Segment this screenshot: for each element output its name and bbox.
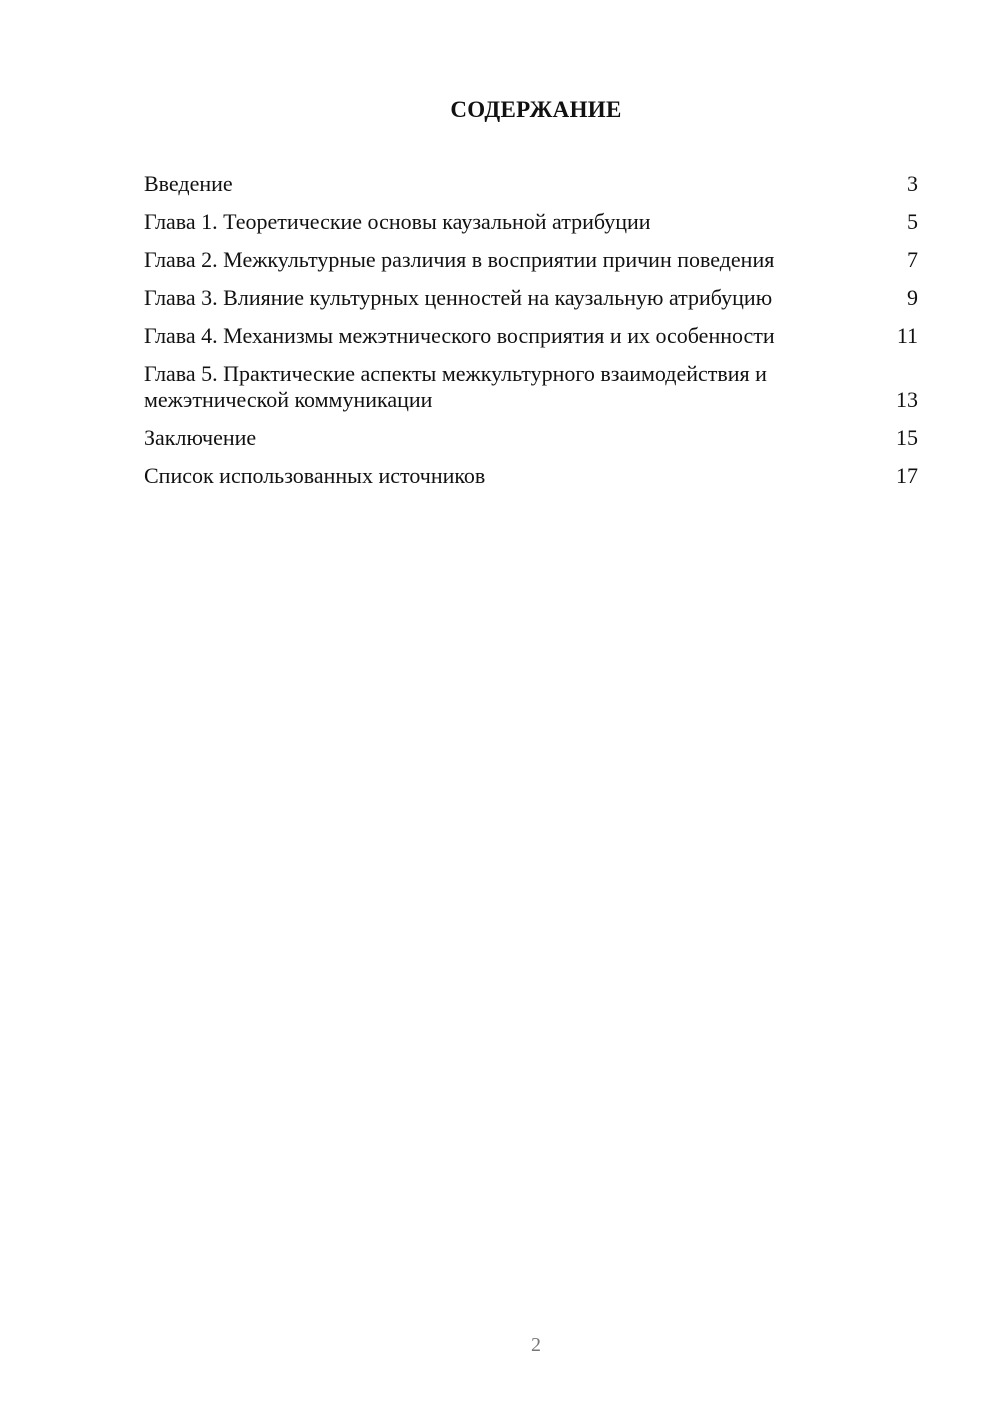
- toc-entry-chapter-4[interactable]: [144, 323, 918, 349]
- toc-entry-chapter-5[interactable]: [144, 361, 918, 413]
- toc-entry-label: Введение: [144, 171, 233, 196]
- toc-entry-page: 13: [896, 387, 918, 412]
- toc-entry-page: 15: [896, 425, 918, 450]
- toc-entry-chapter-1[interactable]: [144, 209, 918, 235]
- toc-entry-page: 5: [907, 209, 918, 234]
- table-of-contents: [144, 171, 918, 501]
- toc-entry-conclusion[interactable]: [144, 425, 918, 451]
- toc-entry-chapter-2[interactable]: [144, 247, 918, 273]
- toc-title: СОДЕРЖАНИЕ: [450, 97, 622, 122]
- toc-entry-page: 9: [907, 285, 918, 310]
- toc-entry-page: 3: [907, 171, 918, 196]
- toc-entry-introduction[interactable]: [144, 171, 918, 197]
- toc-entry-label: Глава 5. Практические аспекты межкультурного взаимодействия и межэтнической коммуникации: [144, 361, 767, 412]
- toc-entry-label: Глава 2. Межкультурные различия в восприятии причин поведения: [144, 247, 775, 272]
- page-number: 2: [531, 1334, 541, 1356]
- toc-entry-label: Список использованных источников: [144, 463, 486, 488]
- toc-entry-label: Глава 3. Влияние культурных ценностей на каузальную атрибуцию: [144, 285, 773, 310]
- toc-entry-label: Заключение: [144, 425, 257, 450]
- toc-entry-label: Глава 4. Механизмы межэтнического восприятия и их особенности: [144, 323, 775, 348]
- toc-entry-page: 17: [896, 463, 918, 488]
- toc-entry-page: 7: [907, 247, 918, 272]
- toc-entry-references[interactable]: [144, 463, 918, 489]
- toc-entry-page: 11: [896, 323, 918, 348]
- toc-entry-label: Глава 1. Теоретические основы каузальной атрибуции: [144, 209, 651, 234]
- toc-entry-chapter-3[interactable]: [144, 285, 918, 311]
